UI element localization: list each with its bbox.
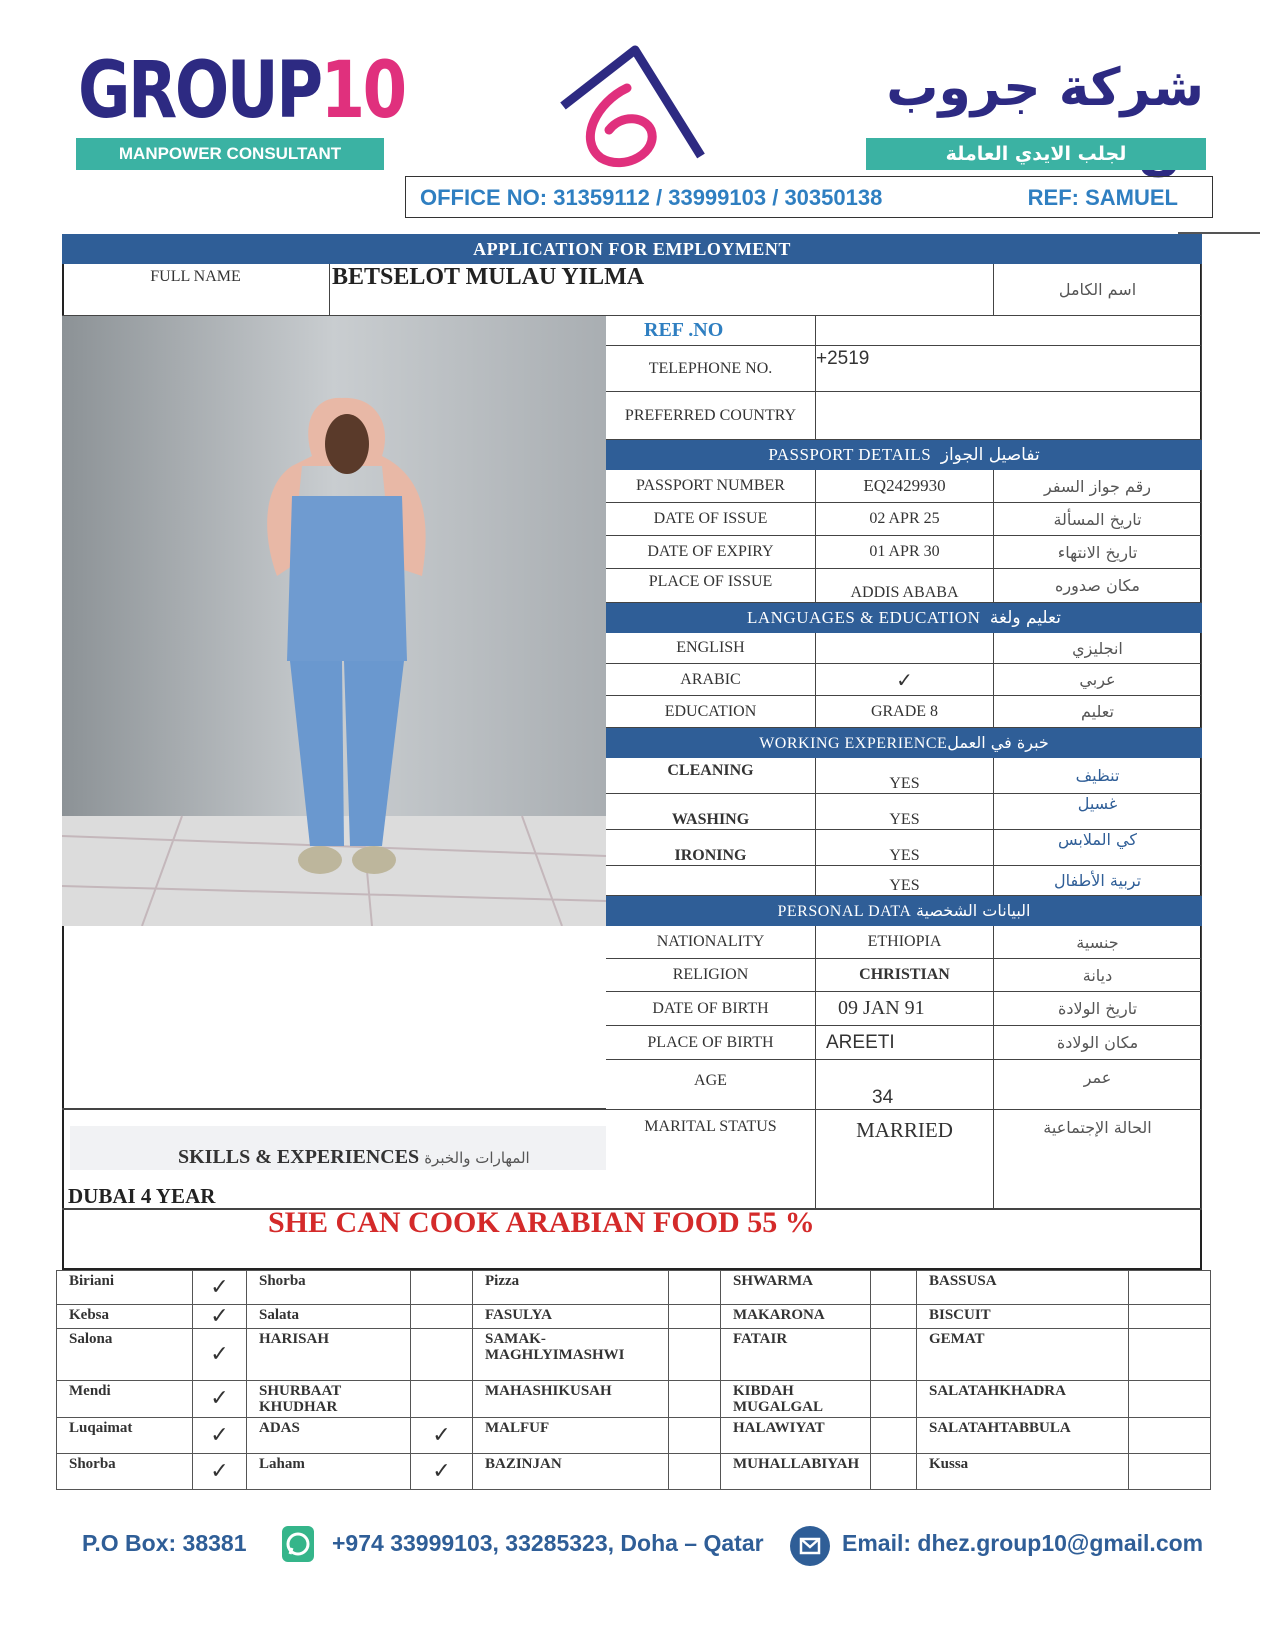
food-item: FATAIR bbox=[721, 1329, 871, 1381]
expiry-date-value: 01 APR 30 bbox=[816, 536, 994, 569]
check-icon: ✓ bbox=[193, 1454, 247, 1490]
passport-number-arabic: رقم جواز السفر bbox=[994, 470, 1202, 503]
skills-label bbox=[178, 1146, 530, 1169]
check-cell-empty bbox=[871, 1454, 917, 1490]
whatsapp-icon bbox=[282, 1526, 314, 1562]
check-cell-empty bbox=[1129, 1454, 1211, 1490]
check-cell-empty bbox=[669, 1418, 721, 1454]
office-numbers: OFFICE NO: 31359112 / 33999103 / 30350138 bbox=[420, 185, 883, 210]
issue-date-label: DATE OF ISSUE bbox=[606, 503, 816, 536]
check-cell-empty bbox=[1129, 1305, 1211, 1329]
food-table-body bbox=[57, 1271, 1211, 1490]
food-table-row bbox=[57, 1329, 1211, 1381]
check-cell-empty bbox=[669, 1454, 721, 1490]
work-header-arabic: خبرة في العمل bbox=[947, 733, 1049, 752]
arabic-subtitle: لجلب الايدي العاملة bbox=[866, 138, 1206, 170]
skills-divider bbox=[62, 1108, 606, 1110]
check-icon: ✓ bbox=[193, 1381, 247, 1418]
dob-arabic: تاريخ الولادة bbox=[994, 992, 1202, 1026]
food-item: SHURBAAT KHUDHAR bbox=[247, 1381, 411, 1418]
languages-header-text: LANGUAGES & EDUCATION bbox=[746, 608, 981, 627]
logo-number: 10 bbox=[320, 46, 405, 136]
arabic-arabic: عربي bbox=[994, 664, 1202, 696]
arabic-check-icon: ✓ bbox=[816, 664, 994, 696]
age-label: AGE bbox=[606, 1060, 816, 1110]
religion-value: CHRISTIAN bbox=[816, 959, 994, 992]
cleaning-value: YES bbox=[816, 758, 994, 794]
check-icon: ✓ bbox=[193, 1305, 247, 1329]
washing-value: YES bbox=[816, 794, 994, 830]
cleaning-label: CLEANING bbox=[606, 758, 816, 794]
full-name-arabic: اسم الكامل bbox=[994, 264, 1202, 316]
food-item: Shorba bbox=[247, 1271, 411, 1305]
nationality-arabic: جنسية bbox=[994, 926, 1202, 959]
preferred-country-label: PREFERRED COUNTRY bbox=[606, 392, 816, 440]
childcare-label bbox=[606, 866, 816, 896]
check-cell-empty bbox=[411, 1381, 473, 1418]
childcare-arabic: تربية الأطفال bbox=[994, 866, 1202, 896]
check-cell-empty bbox=[669, 1329, 721, 1381]
food-item: Kussa bbox=[917, 1454, 1129, 1490]
applicant-photo bbox=[62, 316, 606, 926]
food-item: ADAS bbox=[247, 1418, 411, 1454]
religion-arabic: ديانة bbox=[994, 959, 1202, 992]
english-arabic: انجليزي bbox=[994, 633, 1202, 664]
nationality-label: NATIONALITY bbox=[606, 926, 816, 959]
ironing-label: IRONING bbox=[606, 830, 816, 866]
food-item: Salona bbox=[57, 1329, 193, 1381]
food-item: Biriani bbox=[57, 1271, 193, 1305]
food-item: SAMAK-MAGHLYIMASHWI bbox=[473, 1329, 669, 1381]
personal-header-text: PERSONAL DATA bbox=[777, 903, 912, 920]
food-item: Luqaimat bbox=[57, 1418, 193, 1454]
check-cell-empty bbox=[411, 1271, 473, 1305]
age-value: 34 bbox=[816, 1060, 994, 1110]
food-item: HALAWIYAT bbox=[721, 1418, 871, 1454]
check-cell-empty bbox=[669, 1271, 721, 1305]
footer-phone: +974 33999103, 33285323, Doha – Qatar bbox=[332, 1530, 764, 1556]
po-box: P.O Box: 38381 bbox=[82, 1530, 247, 1556]
personal-header bbox=[606, 896, 1202, 926]
check-cell-empty bbox=[411, 1305, 473, 1329]
check-cell-empty bbox=[871, 1271, 917, 1305]
work-header bbox=[606, 728, 1202, 758]
food-item: Kebsa bbox=[57, 1305, 193, 1329]
childcare-value: YES bbox=[816, 866, 994, 896]
food-table-row bbox=[57, 1381, 1211, 1418]
passport-header-arabic: تفاصيل الجواز bbox=[940, 445, 1040, 465]
expiry-date-label: DATE OF EXPIRY bbox=[606, 536, 816, 569]
age-arabic: عمر bbox=[994, 1060, 1202, 1110]
food-item: BASSUSA bbox=[917, 1271, 1129, 1305]
expiry-date-arabic: تاريخ الانتهاء bbox=[994, 536, 1202, 569]
check-icon: ✓ bbox=[411, 1454, 473, 1490]
check-icon: ✓ bbox=[193, 1418, 247, 1454]
skills-label-arabic: المهارات والخبرة bbox=[424, 1149, 530, 1167]
marital-status-value: MARRIED bbox=[816, 1110, 994, 1210]
check-cell-empty bbox=[871, 1305, 917, 1329]
english-label: ENGLISH bbox=[606, 633, 816, 664]
food-skills-table bbox=[56, 1270, 1211, 1490]
check-cell-empty bbox=[871, 1329, 917, 1381]
marital-status-arabic: الحالة الإجتماعية bbox=[994, 1110, 1202, 1210]
food-item: Salata bbox=[247, 1305, 411, 1329]
food-item: MAHASHIKUSAH bbox=[473, 1381, 669, 1418]
passport-header bbox=[606, 440, 1202, 470]
house-logo-icon bbox=[555, 44, 705, 175]
marital-status-label: MARITAL STATUS bbox=[606, 1110, 816, 1210]
office-info-box bbox=[405, 176, 1213, 218]
logo-main: GROUP bbox=[78, 46, 321, 136]
languages-header bbox=[606, 603, 1202, 633]
food-item: GEMAT bbox=[917, 1329, 1129, 1381]
place-of-issue-arabic: مكان صدوره bbox=[994, 569, 1202, 603]
check-icon: ✓ bbox=[411, 1418, 473, 1454]
check-cell-empty bbox=[669, 1305, 721, 1329]
washing-label: WASHING bbox=[606, 794, 816, 830]
food-item: Shorba bbox=[57, 1454, 193, 1490]
place-of-issue-value: ADDIS ABABA bbox=[816, 569, 994, 603]
place-of-issue-label: PLACE OF ISSUE bbox=[606, 569, 816, 603]
form-title: APPLICATION FOR EMPLOYMENT bbox=[62, 234, 1202, 264]
food-item: Pizza bbox=[473, 1271, 669, 1305]
check-cell-empty bbox=[669, 1381, 721, 1418]
experience-text: DUBAI 4 YEAR bbox=[68, 1184, 216, 1208]
food-item: SALATAHTABBULA bbox=[917, 1418, 1129, 1454]
work-header-text: WORKING EXPERIENCE bbox=[759, 735, 948, 752]
pob-value: AREETI bbox=[816, 1026, 994, 1060]
food-item: SALATAHKHADRA bbox=[917, 1381, 1129, 1418]
washing-arabic: غسيل bbox=[994, 794, 1202, 830]
telephone-value: +2519 bbox=[816, 346, 1202, 392]
languages-header-arabic: تعليم ولغة bbox=[989, 608, 1061, 628]
reference: REF: SAMUEL bbox=[1027, 185, 1178, 210]
ironing-value: YES bbox=[816, 830, 994, 866]
food-item: BISCUIT bbox=[917, 1305, 1129, 1329]
issue-date-value: 02 APR 25 bbox=[816, 503, 994, 536]
cleaning-arabic: تنظيف bbox=[994, 758, 1202, 794]
ref-no-label: REF .NO bbox=[606, 316, 816, 346]
food-item: MALFUF bbox=[473, 1418, 669, 1454]
personal-header-arabic: البيانات الشخصية bbox=[915, 901, 1031, 920]
arabic-company-name: شركة جروب bbox=[886, 58, 1204, 118]
food-table-row bbox=[57, 1271, 1211, 1305]
religion-label: RELIGION bbox=[606, 959, 816, 992]
preferred-country-value bbox=[816, 392, 1202, 440]
education-arabic: تعليم bbox=[994, 696, 1202, 728]
passport-number-value: EQ2429930 bbox=[816, 470, 994, 503]
check-icon: ✓ bbox=[193, 1271, 247, 1305]
full-name-label: FULL NAME bbox=[62, 264, 330, 316]
pob-label: PLACE OF BIRTH bbox=[606, 1026, 816, 1060]
english-value bbox=[816, 633, 994, 664]
education-value: GRADE 8 bbox=[816, 696, 994, 728]
footer-email: Email: dhez.group10@gmail.com bbox=[842, 1530, 1204, 1556]
cook-note: SHE CAN COOK ARABIAN FOOD 55 % bbox=[268, 1206, 815, 1239]
food-item: MUHALLABIYAH bbox=[721, 1454, 871, 1490]
check-cell-empty bbox=[411, 1329, 473, 1381]
food-table-row bbox=[57, 1454, 1211, 1490]
check-cell-empty bbox=[1129, 1381, 1211, 1418]
food-table-row bbox=[57, 1305, 1211, 1329]
food-item: HARISAH bbox=[247, 1329, 411, 1381]
dob-value: 09 JAN 91 bbox=[816, 992, 994, 1026]
logo-subtitle: MANPOWER CONSULTANT bbox=[76, 138, 384, 170]
check-cell-empty bbox=[1129, 1329, 1211, 1381]
ref-no-value bbox=[816, 316, 1202, 346]
group10-logo bbox=[78, 46, 476, 136]
skills-label-text: SKILLS & EXPERIENCES bbox=[178, 1146, 420, 1168]
email-icon bbox=[790, 1526, 830, 1566]
nationality-value: ETHIOPIA bbox=[816, 926, 994, 959]
food-item: MAKARONA bbox=[721, 1305, 871, 1329]
check-cell-empty bbox=[1129, 1271, 1211, 1305]
issue-date-arabic: تاريخ المسألة bbox=[994, 503, 1202, 536]
passport-number-label: PASSPORT NUMBER bbox=[606, 470, 816, 503]
check-cell-empty bbox=[871, 1418, 917, 1454]
food-item: SHWARMA bbox=[721, 1271, 871, 1305]
check-cell-empty bbox=[871, 1381, 917, 1418]
ironing-arabic: كي الملابس bbox=[994, 830, 1202, 866]
food-item: Laham bbox=[247, 1454, 411, 1490]
full-name-value: BETSELOT MULAU YILMA bbox=[330, 264, 994, 316]
education-label: EDUCATION bbox=[606, 696, 816, 728]
arabic-label: ARABIC bbox=[606, 664, 816, 696]
food-item: FASULYA bbox=[473, 1305, 669, 1329]
food-table-row bbox=[57, 1418, 1211, 1454]
telephone-label: TELEPHONE NO. bbox=[606, 346, 816, 392]
food-item: BAZINJAN bbox=[473, 1454, 669, 1490]
check-cell-empty bbox=[1129, 1418, 1211, 1454]
food-item: Mendi bbox=[57, 1381, 193, 1418]
pob-arabic: مكان الولادة bbox=[994, 1026, 1202, 1060]
check-icon: ✓ bbox=[193, 1329, 247, 1381]
passport-header-text: PASSPORT DETAILS bbox=[768, 445, 932, 464]
food-item: KIBDAH MUGALGAL bbox=[721, 1381, 871, 1418]
dob-label: DATE OF BIRTH bbox=[606, 992, 816, 1026]
